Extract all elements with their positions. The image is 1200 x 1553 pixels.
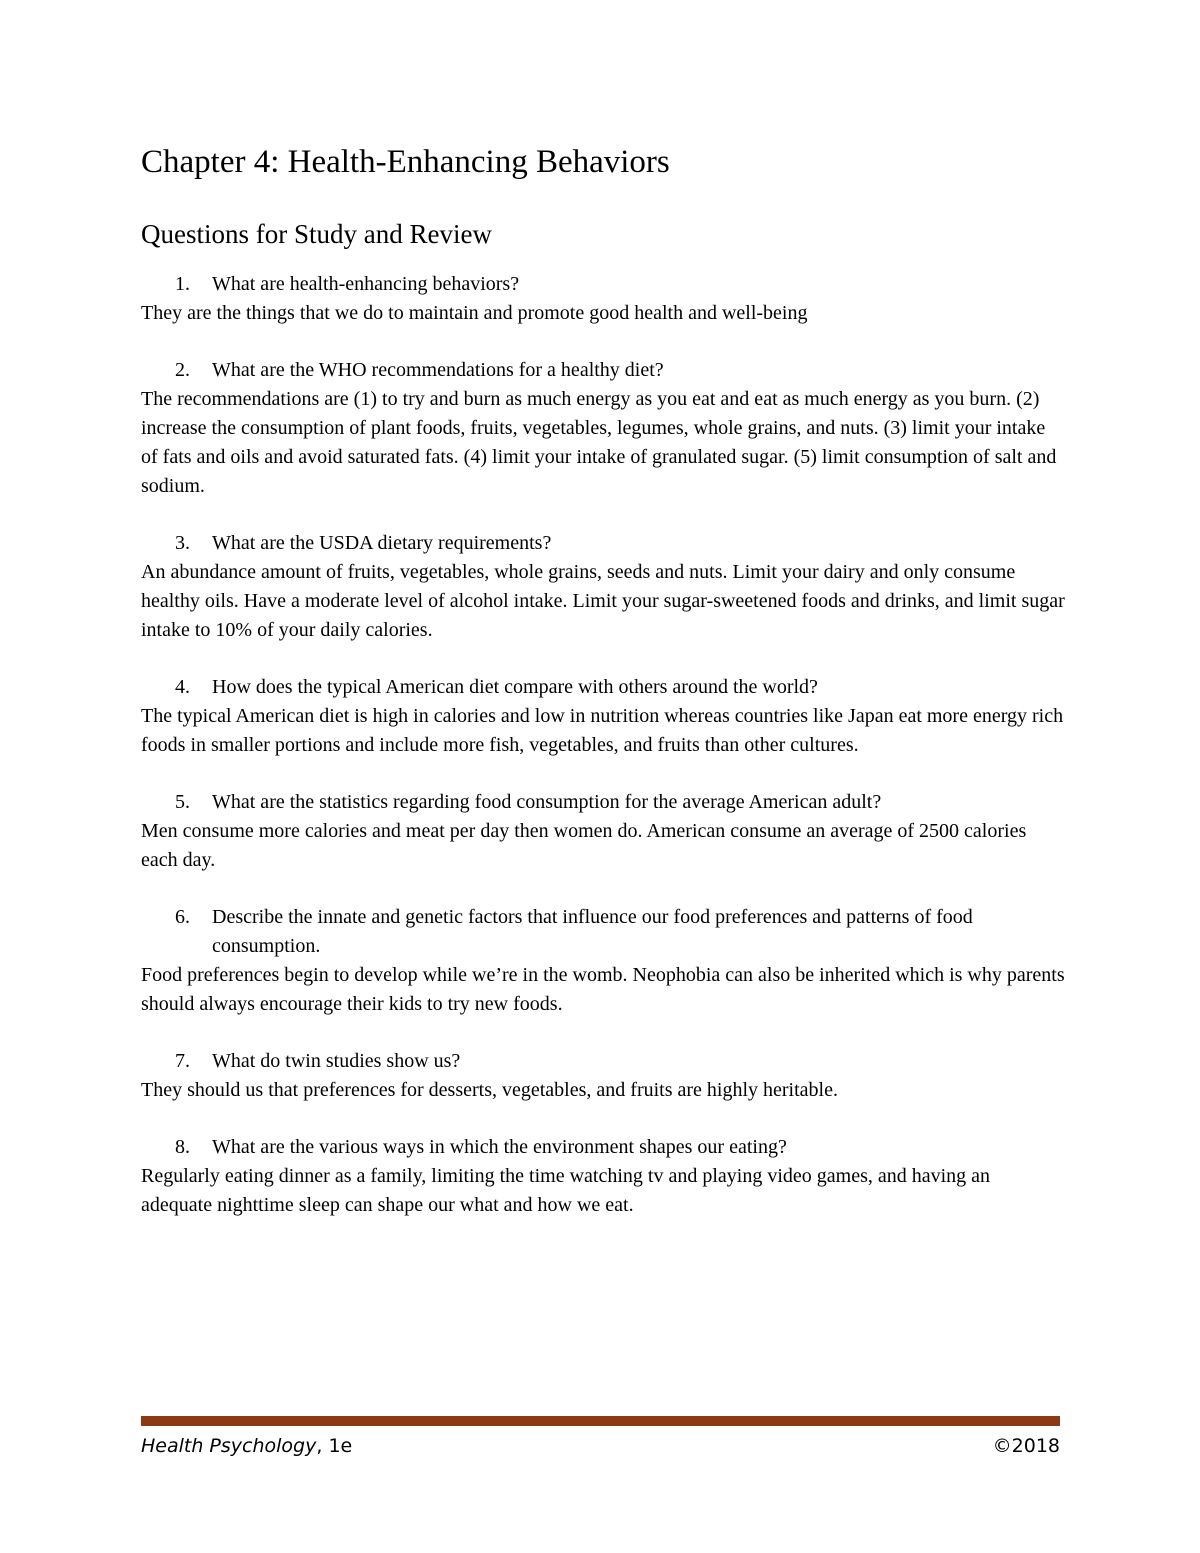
- footer-divider-bar: [141, 1416, 1060, 1426]
- answer-2: The recommendations are (1) to try and burn as much energy as you eat and eat as much energy as you burn. (2) increase the consumption of plant foods, fruits, vegetables, legumes, whole grains, and nuts. (3) limit your intake of fats and oils and avoid saturated fats. (4) limit your intake of granulated sugar. (5) limit consumption of salt and sodium.: [141, 388, 1057, 497]
- question-number: 8.: [175, 1136, 190, 1158]
- qa-item-1: [141, 270, 1066, 328]
- page-footer: [141, 1432, 1060, 1460]
- question-text: What are the various ways in which the environment shapes our eating?: [212, 1136, 787, 1158]
- qa-item-3: [141, 529, 1066, 645]
- question-text: Describe the innate and genetic factors that influence our food preferences and patterns of food consumption.: [212, 906, 973, 957]
- question-text: What are health-enhancing behaviors?: [212, 273, 520, 295]
- question-5: [141, 788, 1066, 817]
- question-number: 5.: [175, 791, 190, 813]
- document-body: [141, 138, 1066, 1248]
- footer-edition: , 1e: [316, 1435, 353, 1457]
- section-subtitle: Questions for Study and Review: [141, 219, 492, 249]
- question-4: [141, 673, 1066, 702]
- qa-item-6: [141, 903, 1066, 1019]
- question-text: How does the typical American diet compare with others around the world?: [212, 676, 818, 698]
- question-1: [141, 270, 1066, 299]
- question-3: [141, 529, 1066, 558]
- page-title: Chapter 4: Health-Enhancing Behaviors: [141, 144, 670, 180]
- qa-item-2: [141, 356, 1066, 501]
- question-number: 6.: [175, 906, 190, 928]
- question-text: What are the statistics regarding food consumption for the average American adult?: [212, 791, 882, 813]
- answer-5: Men consume more calories and meat per day then women do. American consume an average of 2500 calories each day.: [141, 820, 1027, 871]
- question-number: 7.: [175, 1050, 190, 1072]
- question-8: [141, 1133, 1066, 1162]
- question-6: [141, 903, 1066, 961]
- question-number: 4.: [175, 676, 190, 698]
- footer-copyright: ©2018: [992, 1435, 1060, 1457]
- footer-book-info: [141, 1432, 352, 1460]
- footer-book-title: Health Psychology: [141, 1435, 317, 1457]
- answer-7: They should us that preferences for desserts, vegetables, and fruits are highly heritable.: [141, 1079, 838, 1101]
- answer-3: An abundance amount of fruits, vegetables, whole grains, seeds and nuts. Limit your dairy and only consume healthy oils. Have a moderate level of alcohol intake. Limit your sugar-sweetened foods and drinks, and limit sugar intake to 10% of your daily calories.: [141, 561, 1065, 641]
- question-7: [141, 1047, 1066, 1076]
- answer-8: Regularly eating dinner as a family, limiting the time watching tv and playing video games, and having an adequate nighttime sleep can shape our what and how we eat.: [141, 1165, 991, 1216]
- qa-item-8: [141, 1133, 1066, 1220]
- question-number: 3.: [175, 532, 190, 554]
- question-text: What are the WHO recommendations for a healthy diet?: [212, 359, 664, 381]
- question-number: 2.: [175, 359, 190, 381]
- qa-item-7: [141, 1047, 1066, 1105]
- answer-6: Food preferences begin to develop while we’re in the womb. Neophobia can also be inherited which is why parents should always encourage their kids to try new foods.: [141, 964, 1065, 1015]
- qa-item-4: [141, 673, 1066, 760]
- answer-1: They are the things that we do to maintain and promote good health and well-being: [141, 302, 808, 324]
- question-text: What do twin studies show us?: [212, 1050, 461, 1072]
- question-2: [141, 356, 1066, 385]
- answer-4: The typical American diet is high in calories and low in nutrition whereas countries like Japan eat more energy rich foods in smaller portions and include more fish, vegetables, and fruits than other cultures.: [141, 705, 1064, 756]
- qa-item-5: [141, 788, 1066, 875]
- question-number: 1.: [175, 273, 190, 295]
- question-text: What are the USDA dietary requirements?: [212, 532, 552, 554]
